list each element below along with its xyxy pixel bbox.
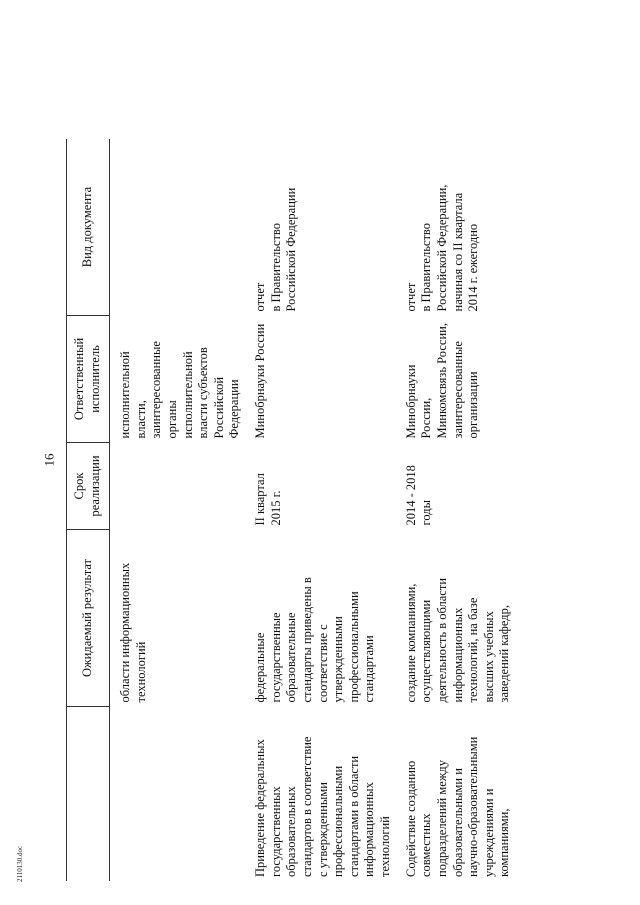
header-document: Вид документа	[67, 139, 110, 316]
document-cell: отчет в Правительство Российской Федерации, начиная со II квартала 2014 г. ежегодно	[403, 184, 481, 312]
term-cell: II квартал 2015 г.	[253, 473, 283, 526]
activity-cell: Приведение федеральных государственных образовательных стандартов в соответствие с утвержденными профессиональными стандартами в области информационных технологий	[253, 736, 392, 877]
page-number: 16	[41, 453, 57, 467]
result-cell: области информационных технологий	[118, 562, 148, 703]
plan-table	[66, 139, 515, 881]
footer-doc-code: 2110130.doc	[16, 845, 24, 882]
responsible-cell: Минобрнауки России	[253, 323, 267, 439]
term-cell: 2014 - 2018 годы	[403, 465, 434, 526]
table-row	[245, 139, 396, 881]
responsible-cell: Минобрнауки России, Минкомсвязь России, заинтересованные организации	[403, 323, 481, 439]
table-header-row	[67, 139, 110, 881]
term-cell	[110, 443, 246, 530]
result-cell: федеральные государственные образовательные стандарты приведены в соответствие с утвержденными профессиональными стандартами	[253, 577, 377, 703]
activity-cell	[110, 707, 246, 882]
header-result: Ожидаемый результат	[67, 530, 110, 707]
result-cell: создание компаниями, осуществляющими деятельность в области информационных технологий, на базе высших учебных заведений кафедр,	[403, 577, 512, 703]
header-responsible: Ответственный исполнитель	[67, 316, 110, 443]
document-cell: отчет в Правительство Российской Федерации	[253, 187, 299, 312]
document-cell	[110, 139, 246, 316]
table-row	[396, 139, 515, 881]
header-spacer	[67, 707, 110, 882]
table-row	[110, 139, 246, 881]
activity-cell: Содействие созданию совместных подразделений между образовательными и научно-образовательными учреждениями и компаниями,	[403, 736, 512, 877]
header-term: Срок реализации	[67, 443, 110, 530]
responsible-cell: исполнительной власти, заинтересованные органы исполнительной власти субъектов Российской Федерации	[118, 341, 242, 439]
